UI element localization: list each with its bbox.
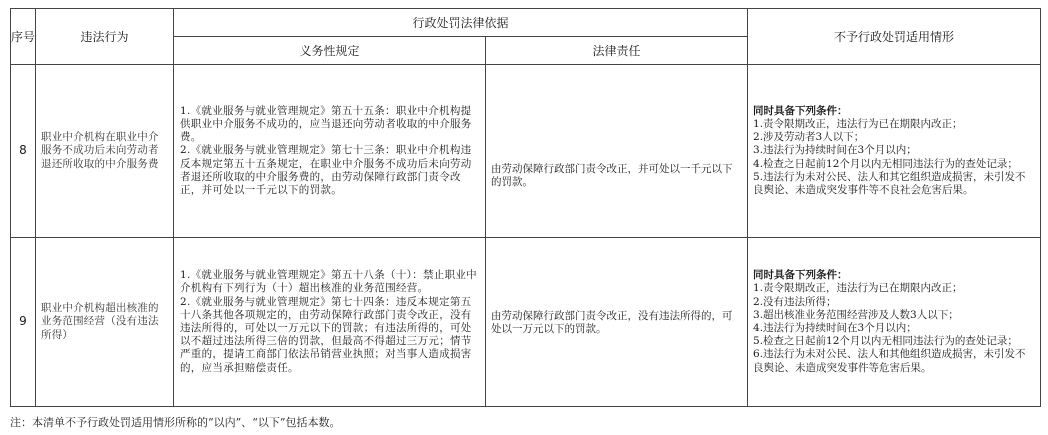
exempt-cell bbox=[748, 238, 1041, 407]
duty-item: 1.《就业服务与就业管理规定》第五十五条：职业中介机构提供职业中介服务不成功的，应当退还向劳动者收取的中介服务费。 bbox=[180, 104, 472, 144]
exempt-item: 5.检查之日起前12个月以内无相同违法行为的查处记录； bbox=[753, 335, 1018, 348]
exempt-item: 4.违法行为持续时间在3个月以内； bbox=[753, 322, 917, 334]
exempt-item: 3.违法行为持续时间在3个月以内； bbox=[753, 144, 917, 157]
duty-cell bbox=[174, 65, 486, 238]
exempt-item: 5.违法行为未对公民、法人和其它组织造成损害，未引发不良舆论、未造成突发事件等不良社会危害后果。 bbox=[753, 170, 1026, 196]
header-exempt: 不予行政处罚适用情形 bbox=[748, 9, 1041, 65]
exempt-item: 2.涉及劳动者3人以下； bbox=[753, 131, 865, 144]
duty-item: 2.《就业服务与就业管理规定》第七十三条：职业中介机构违反本规定第五十五条规定，在职业中介服务不成功后未向劳动者退还所收取的中介服务费的，由劳动保障行政部门责令改正，并可处以一千元以下的罚款。 bbox=[180, 144, 472, 196]
exempt-item: 1.责令限期改正，违法行为已在期限内改正； bbox=[753, 282, 963, 295]
violation-cell: 职业中介机构在职业中介服务不成功后未向劳动者退还所收取的中介服务费 bbox=[36, 65, 174, 238]
header-duty: 义务性规定 bbox=[174, 37, 486, 65]
duty-item: 1.《就业服务与就业管理规定》第五十八条（十）：禁止职业中介机构有下列行为（十）超出核准的业务范围经营。 bbox=[180, 269, 477, 295]
exempt-title: 同时具备下列条件： bbox=[753, 269, 848, 282]
exempt-cell bbox=[748, 65, 1041, 238]
table-row bbox=[11, 65, 1041, 238]
penalty-list-table bbox=[10, 8, 1041, 407]
exempt-item: 6.违法行为未对公民、法人和其他组织造成损害，未引发不良舆论、未造成突发事件等危害后果。 bbox=[753, 348, 1026, 374]
header-act: 违法行为 bbox=[36, 9, 174, 65]
header-seq: 序号 bbox=[11, 9, 36, 65]
exempt-item: 3.超出核准业务范围经营涉及人数3人以下； bbox=[753, 308, 959, 321]
exempt-item: 4.检查之日起前12个月以内无相同违法行为的查处记录； bbox=[753, 157, 1018, 170]
violation-cell: 职业中介机构超出核准的业务范围经营（没有违法所得） bbox=[36, 238, 174, 407]
liability-cell bbox=[486, 238, 748, 407]
exempt-item: 1.责令限期改正，违法行为已在期限内改正； bbox=[753, 117, 963, 130]
liability-cell bbox=[486, 65, 748, 238]
exempt-title: 同时具备下列条件： bbox=[753, 104, 848, 117]
row-number: 8 bbox=[11, 65, 36, 238]
footnote: 注：本清单不予行政处罚适用情形所称的“以内”、“以下”包括本数。 bbox=[10, 416, 341, 429]
liability-text: 由劳动保障行政部门责令改正，没有违法所得的，可处以一万元以下的罚款。 bbox=[491, 310, 733, 336]
duty-cell bbox=[174, 238, 486, 407]
row-number: 9 bbox=[11, 238, 36, 407]
liability-text: 由劳动保障行政部门责令改正，并可处以一千元以下的罚款。 bbox=[491, 163, 733, 189]
exempt-item: 2.没有违法所得； bbox=[753, 295, 837, 308]
table-row bbox=[11, 238, 1041, 407]
header-liability: 法律责任 bbox=[486, 37, 748, 65]
duty-item: 2.《就业服务与就业管理规定》第七十四条：违反本规定第五十八条其他各项规定的，由劳动保障行政部门责令改正，没有违法所得的，可处以一万元以下的罚款；有违法所得的，可处以不超过违法所得三倍的罚款，但最高不得超过三万元；情节严重的，提请工商部门依法吊销营业执照；对当事人造成损害的，应当承担赔偿责任。 bbox=[180, 295, 472, 374]
header-basis-group: 行政处罚法律依据 bbox=[174, 9, 748, 37]
